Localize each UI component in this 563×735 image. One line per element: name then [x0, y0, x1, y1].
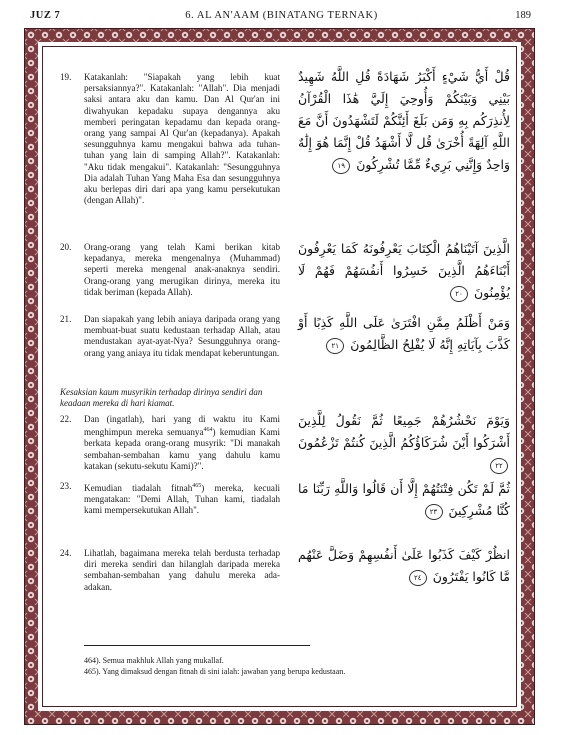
arabic-text: الَّذِينَ آتَيْنَاهُمُ الْكِتَابَ يَعْرِفُونَهُ كَمَا يَعْرِفُونَ أَبْنَاءَهُمُ الَّذِينَ خَسِرُوا أَنفُسَهُمْ فَهُمْ لَا يُؤْمِنُونَ [298, 241, 510, 300]
verse-23-translation [60, 481, 280, 517]
arabic-text: وَيَوْمَ نَحْشُرُهُمْ جَمِيعًا ثُمَّ نَقُولُ لِلَّذِينَ أَشْرَكُوا أَيْنَ شُرَكَاؤُكُمُ الَّذِينَ كُنتُمْ تَزْعُمُونَ [298, 413, 510, 450]
verse-22-arabic [298, 410, 510, 476]
arabic-text: وَمَنْ أَظْلَمُ مِمَّنِ افْتَرَىٰ عَلَى اللَّهِ كَذِبًا أَوْ كَذَّبَ بِآيَاتِهِ إِنَّهُ لَا يُفْلِحُ الظَّالِمُونَ [298, 315, 510, 352]
surah-title: 6. AL AN'AAM (BINATANG TERNAK) [185, 10, 378, 21]
ayah-number-marker: ٢١ [326, 338, 344, 354]
verse-text: Katakanlah: "Siapakah yang lebih kuat persaksiannya?". Katakanlah: "Allah". Dia menjadi saksi antara aku dan kamu. Dan Al Qur'an ini diwahyukan kepadaku supaya dengannya aku memberi peringatan kepadamu dan kepada orang-orang yang sampai Al Qur'an (kepadanya). Apakah sesungguhnya kamu mengakui bahwa ada tuhan-tuhan yang lain di samping Allah?". Katakanlah: "Aku tidak mengakui". Katakanlah: "Sesungguhnya Dia adalah Tuhan Yang Maha Esa dan sesungguhnya aku berlepas diri dari apa yang kamu persekutukan (dengan Allah)". [84, 72, 280, 206]
ayah-number-marker: ٢٢ [490, 458, 508, 474]
footnote-ref: 465 [192, 483, 202, 489]
verse-text: Dan (ingatlah), hari yang di waktu itu Kami menghimpun mereka semuanya$^{464}$) kemudian Kami berkata kepada orang-orang musyrik: "Di manakah sembahan-sembahan kamu yang dahulu kamu katakan (sekutu-sekutu Kami)?". [84, 414, 280, 471]
verse-text: Dan siapakah yang lebih aniaya daripada orang yang membuat-buat suatu kedustaan terhadap Allah, atau mendustakan ayat-ayat-Nya? Sesungguhnya orang-orang yang aniaya itu tidak mendapat keberuntungan. [84, 314, 280, 358]
ayah-number-marker: ٢٣ [425, 504, 443, 520]
ayah-number-marker: ١٩ [332, 158, 350, 174]
page-number: 189 [515, 10, 531, 21]
footnote-465: 465). Yang dimaksud dengan fitnah di sini ialah: jawaban yang berupa kedustaan. [84, 667, 346, 676]
verse-23-arabic [298, 478, 510, 522]
juz-label: JUZ 7 [30, 10, 61, 21]
verse-21-arabic [298, 312, 510, 356]
verse-20-arabic [298, 238, 510, 304]
verse-text: Orang-orang yang telah Kami berikan kitab kepadanya, mereka mengenalnya (Muhammad) seperti mereka mengenal anak-anaknya sendiri. Orang-orang yang merugikan dirinya, mereka itu tidak beriman (kepada Allah). [84, 242, 280, 297]
verse-24-translation [60, 548, 280, 593]
footnote-ref: 464 [203, 427, 213, 434]
verse-24-arabic [298, 544, 510, 588]
verse-text: Kemudian tiadalah fitnah$^{465}$) mereka, kecuali mengatakan: "Demi Allah, Tuhan kami, tiadalah kami mempersekutukan Allah". [84, 483, 280, 516]
ayah-number-marker: ٢٤ [409, 570, 427, 586]
arabic-text: قُلْ أَيُّ شَيْءٍ أَكْبَرُ شَهَادَةً قُلِ اللَّهُ شَهِيدٌ بَيْنِي وَبَيْنَكُمْ وَأُوحِيَ إِلَيَّ هَٰذَا الْقُرْآنُ لِأُنذِرَكُم بِهِ وَمَن بَلَغَ أَئِنَّكُمْ لَتَشْهَدُونَ أَنَّ مَعَ اللَّهِ آلِهَةً أُخْرَىٰ قُل لَّا أَشْهَدُ قُلْ إِنَّمَا هُوَ إِلَٰهٌ وَاحِدٌ وَإِنَّنِي بَرِيءٌ مِّمَّا تُشْرِكُونَ [298, 69, 510, 172]
section-heading: Kesaksian kaum musyrikin terhadap dirinya sendiri dan keadaan mereka di hari kiamat. [60, 387, 263, 408]
verse-number: 19. [60, 72, 72, 82]
verse-number: 20. [60, 242, 72, 252]
arabic-text: ثُمَّ لَمْ تَكُن فِتْنَتُهُمْ إِلَّا أَن قَالُوا وَاللَّهِ رَبِّنَا مَا كُنَّا مُشْرِكِينَ [298, 481, 510, 518]
page-header [0, 0, 563, 28]
verse-20-translation [60, 242, 280, 298]
verse-number: 24. [60, 548, 72, 558]
verse-21-translation [60, 314, 280, 359]
arabic-text: انظُرْ كَيْفَ كَذَبُوا عَلَىٰ أَنفُسِهِمْ وَضَلَّ عَنْهُم مَّا كَانُوا يَفْتَرُونَ [298, 547, 510, 584]
verse-text: Lihatlah, bagaimana mereka telah berdusta terhadap diri mereka sendiri dan hilanglah daripada mereka sembahan-sembahan yang dahulu mereka ada-adakan. [84, 548, 280, 592]
verse-number: 23. [60, 481, 72, 491]
ayah-number-marker: ٢٠ [450, 286, 468, 302]
footnote-divider [84, 645, 310, 646]
footnote-464: 464). Semua makhluk Allah yang mukallaf. [84, 656, 224, 665]
verse-number: 21. [60, 314, 72, 324]
verse-22-translation [60, 414, 280, 472]
verse-19-arabic [298, 66, 510, 176]
verse-19-translation [60, 72, 280, 206]
verse-number: 22. [60, 414, 72, 424]
